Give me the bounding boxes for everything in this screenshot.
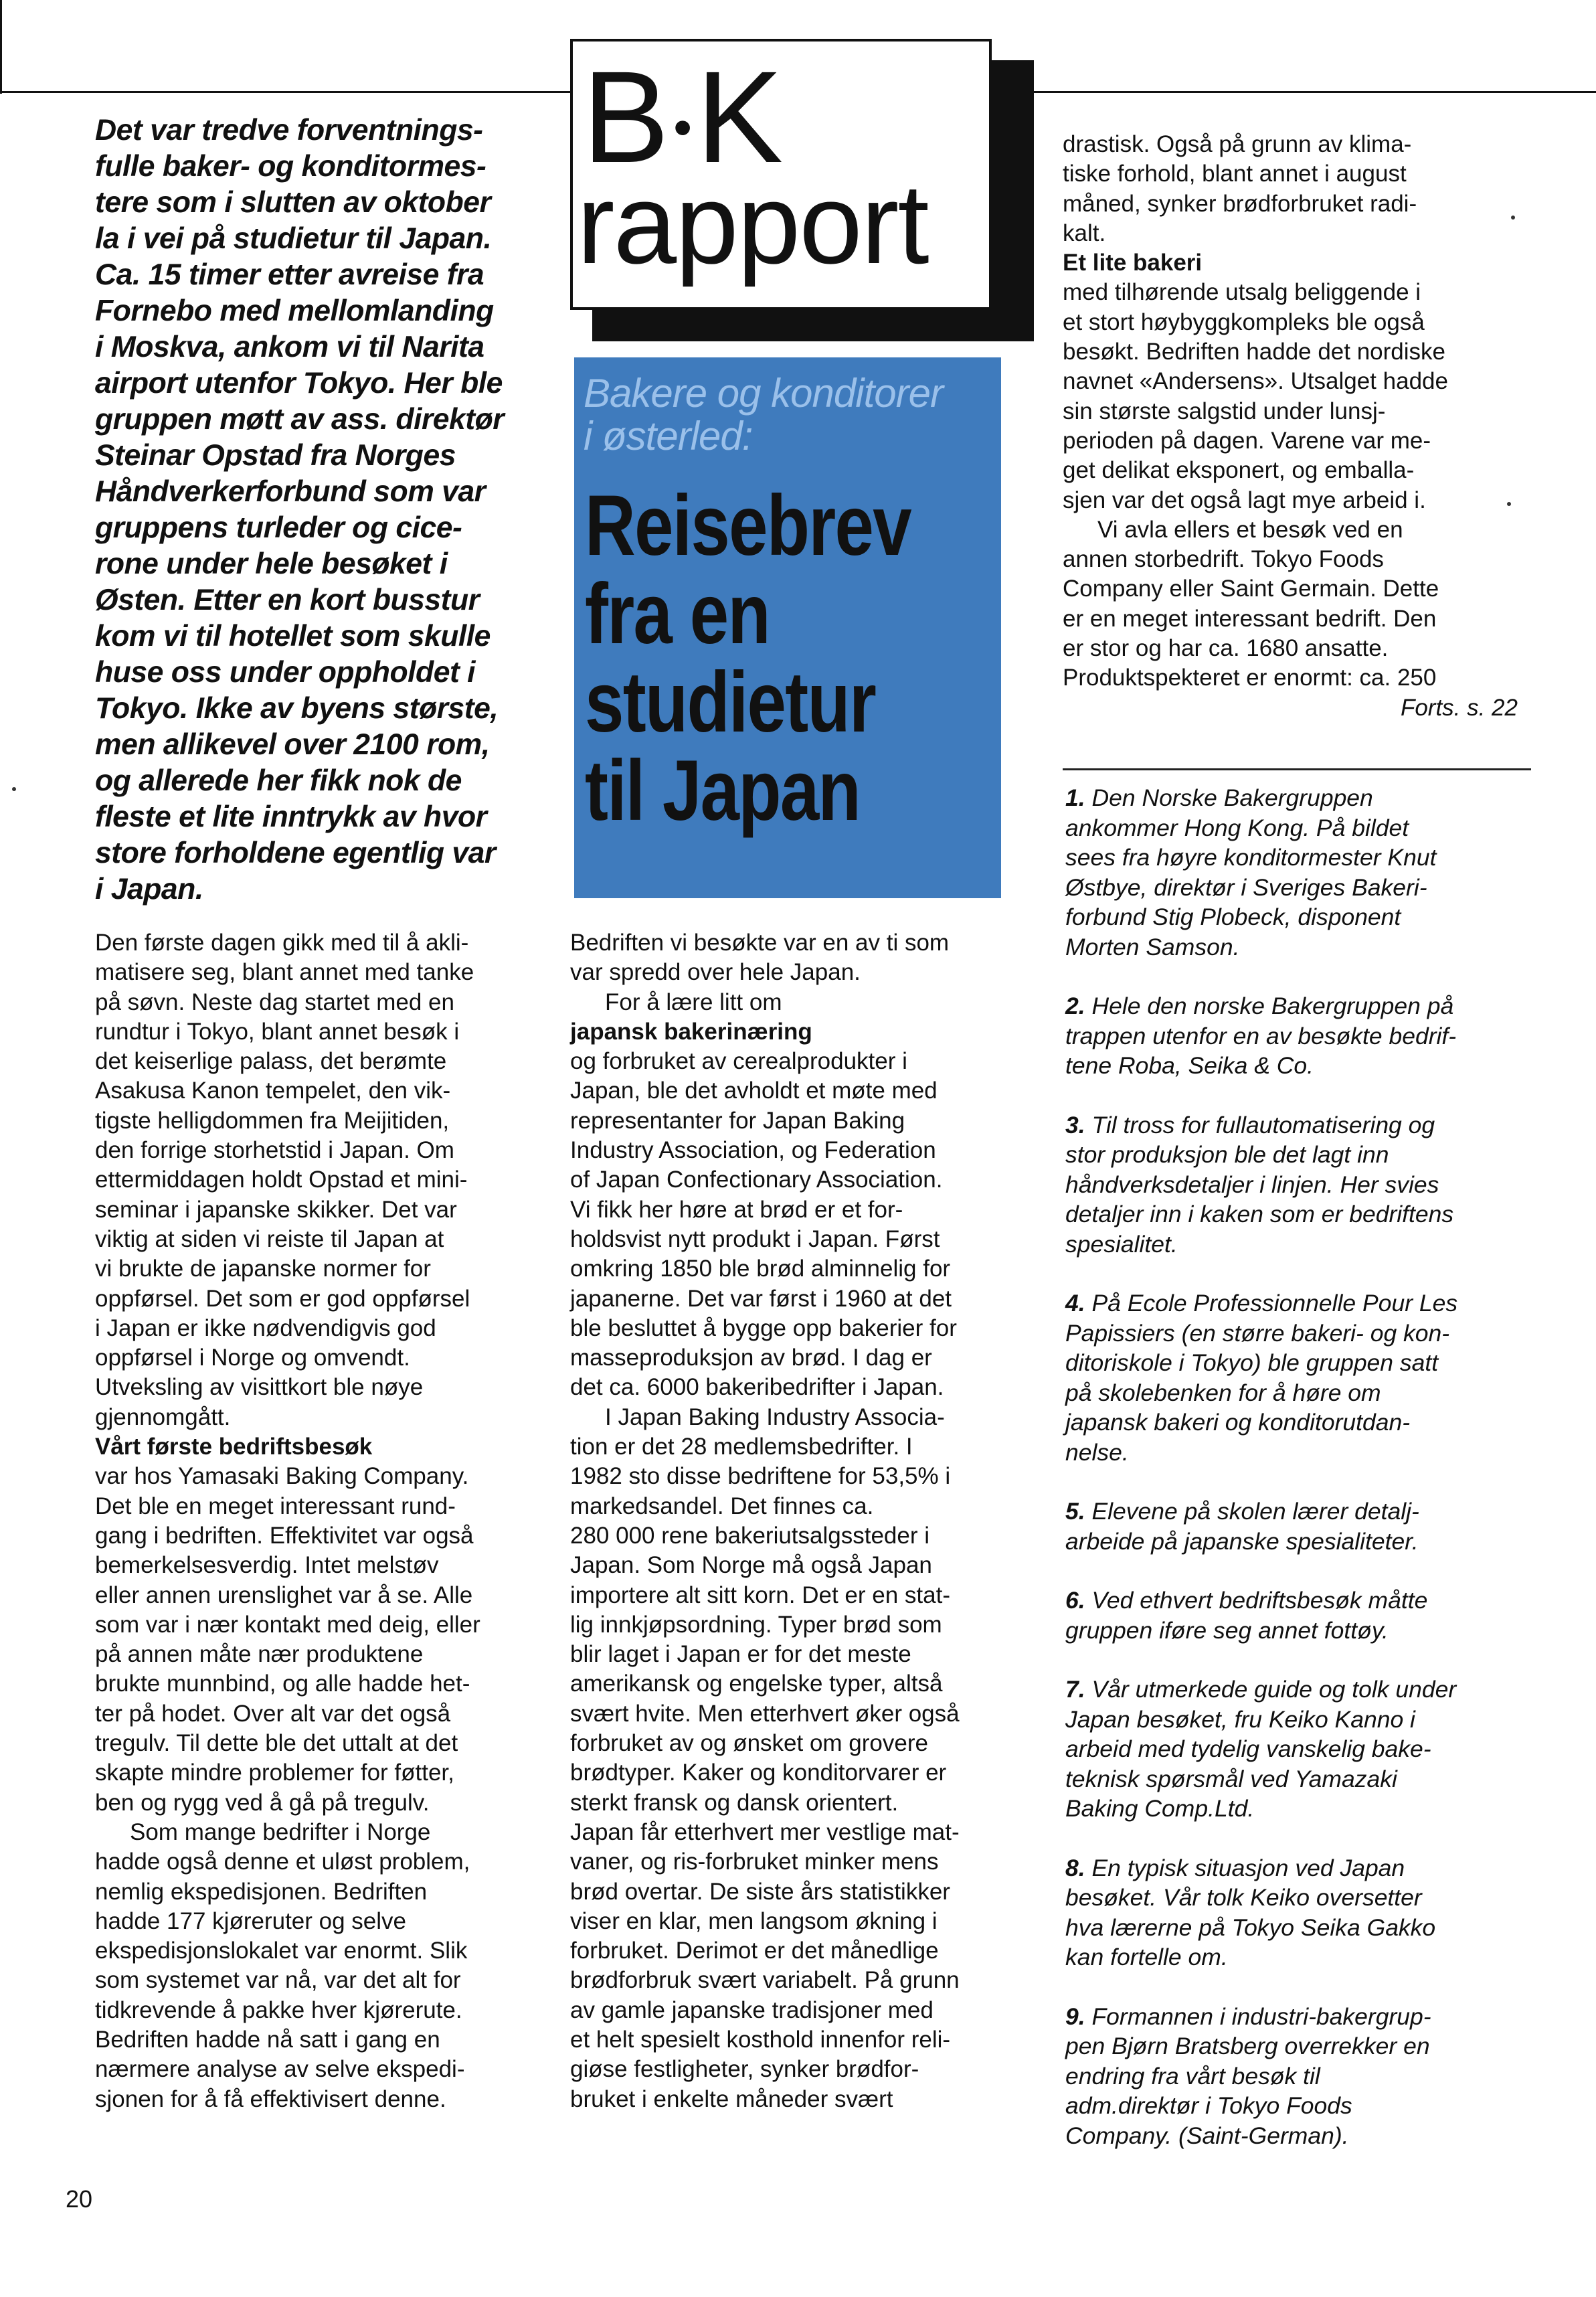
caption-text: Baking Comp.Ltd. (1065, 1795, 1255, 1822)
page-number: 20 (66, 2185, 93, 2213)
text-line: representanter for Japan Baking (570, 1107, 905, 1134)
text-line: et helt spesielt kosthold innenfor reli- (570, 2026, 951, 2053)
caption-line (1065, 1734, 1534, 1764)
caption-line (1065, 1883, 1534, 1913)
text-line: oppførsel i Norge og omvendt. (95, 1345, 410, 1371)
caption-rule (1063, 768, 1531, 770)
text-line: lig innkjøpsordning. Typer brød som (570, 1611, 942, 1638)
caption-line (1065, 1853, 1534, 1883)
caption-text: på skolebenken for å høre om (1065, 1379, 1381, 1406)
text-line: nemlig ekspedisjonen. Bedriften (95, 1878, 428, 1905)
caption-line (1065, 2002, 1534, 2032)
text-line: Den første dagen gikk med til å akli- (95, 930, 469, 956)
intro-line: fulle baker- og konditormes- (95, 150, 486, 183)
text-line: gjennomgått. (95, 1403, 231, 1430)
caption-line (1065, 2031, 1534, 2061)
text-line: kalt. (1063, 220, 1106, 246)
print-speck (12, 787, 16, 791)
text-line: 1982 sto disse bedriftene for 53,5% i (570, 1463, 951, 1490)
text-line: hadde 177 kjøreruter og selve (95, 1907, 406, 1934)
caption-text: ditoriskole i Tokyo) ble gruppen satt (1065, 1349, 1439, 1376)
intro-lede (95, 112, 563, 908)
intro-line: rone under hele besøket i (95, 547, 448, 580)
text-line: drastisk. Også på grunn av klima- (1063, 131, 1412, 157)
intro-line: og allerede her fikk nok de (95, 764, 462, 797)
text-line: navnet «Andersens». Utsalget hadde (1063, 368, 1448, 395)
caption-item (1065, 783, 1534, 962)
caption-text: Japan besøket, fru Keiko Kanno i (1065, 1705, 1415, 1733)
text-line: of Japan Confectionary Association. (570, 1167, 943, 1193)
caption-number: 1. (1065, 784, 1085, 811)
intro-line: men allikevel over 2100 rom, (95, 728, 490, 761)
caption-line (1065, 1110, 1534, 1140)
logo-top-text: B•K (582, 44, 788, 190)
text-line: masseproduksjon av brød. I dag er (570, 1345, 932, 1371)
caption-number: 4. (1065, 1290, 1085, 1316)
text-line: markedsandel. Det finnes ca. (570, 1493, 874, 1519)
text-line: er stor og har ca. 1680 ansatte. (1063, 635, 1389, 662)
intro-line: tere som i slutten av oktober (95, 186, 491, 219)
title-line: fra en (585, 566, 770, 662)
text-line: perioden på dagen. Varene var me- (1063, 427, 1431, 454)
title-kicker (584, 372, 943, 458)
caption-text: pen Bjørn Bratsberg overrekker en (1065, 2033, 1430, 2059)
text-line: tregulv. Til dette ble det uttalt at det (95, 1730, 458, 1757)
caption-line (1065, 1675, 1534, 1705)
text-line: som var i nær kontakt med deig, eller (95, 1611, 480, 1638)
column-1-body (95, 928, 563, 2114)
caption-line (1065, 843, 1534, 873)
caption-line (1065, 2121, 1534, 2151)
print-speck (1507, 502, 1511, 506)
text-line: viser en klar, men langsom økning i (570, 1907, 938, 1934)
caption-number: 7. (1065, 1676, 1085, 1703)
caption-line (1065, 1348, 1534, 1378)
caption-text: Østbye, direktør i Sveriges Bakeri- (1065, 873, 1427, 901)
caption-line (1065, 1199, 1534, 1229)
intro-line: gruppen møtt av ass. direktør (95, 403, 505, 436)
text-line: Japan, ble det avholdt et møte med (570, 1078, 938, 1104)
text-line: tigste helligdommen fra Meijitiden, (95, 1107, 450, 1134)
caption-text: nelse. (1065, 1438, 1129, 1466)
caption-number: 2. (1065, 993, 1085, 1019)
text-line: tion er det 28 medlemsbedrifter. I (570, 1434, 913, 1460)
text-line: den forrige storhetstid i Japan. Om (95, 1137, 454, 1164)
caption-text: Hele den norske Bakergruppen på (1091, 993, 1454, 1019)
text-line: ekspedisjonslokalet var enormt. Slik (95, 1938, 468, 1964)
text-line: Utveksling av visittkort ble nøye (95, 1374, 424, 1401)
caption-line (1065, 932, 1534, 962)
text-line: nærmere analyse av selve ekspedi- (95, 2056, 465, 2083)
text-line: vi brukte de japanske normer for (95, 1256, 431, 1282)
caption-text: På Ecole Professionnelle Pour Les (1091, 1290, 1458, 1316)
intro-line: Tokyo. Ikke av byens største, (95, 692, 499, 725)
caption-text: gruppen iføre seg annet fottøy. (1065, 1616, 1389, 1644)
caption-text: En typisk situasjon ved Japan (1091, 1854, 1405, 1881)
column-3-body (1063, 130, 1531, 723)
kicker-line: Bakere og konditorer (584, 371, 943, 416)
text-line: Vi avla ellers et besøk ved en (1097, 516, 1403, 543)
text-line: på søvn. Neste dag startet med en (95, 989, 454, 1015)
title-line: Reisebrev (585, 478, 911, 574)
text-line: og forbruket av cerealprodukter i (570, 1048, 907, 1075)
subheading: Et lite bakeri (1063, 250, 1203, 276)
text-line: Bedriften hadde nå satt i gang en (95, 2026, 440, 2053)
caption-text: arbeid med tydelig vanskelig bake- (1065, 1735, 1431, 1762)
caption-line (1065, 1527, 1534, 1557)
logo-bottom-text: rapport (577, 161, 928, 288)
text-line: var spredd over hele Japan. (570, 959, 861, 986)
intro-line: Håndverkerforbund som var (95, 475, 486, 508)
text-line: skapte mindre problemer for føtter, (95, 1760, 454, 1786)
text-line: Company eller Saint Germain. Dette (1063, 576, 1439, 602)
caption-line (1065, 1408, 1534, 1438)
text-line: sterkt fransk og dansk orientert. (570, 1789, 899, 1816)
text-line: amerikansk og engelske typer, altså (570, 1671, 943, 1697)
caption-number: 9. (1065, 2003, 1085, 2030)
text-line: et stort høybyggkompleks ble også (1063, 309, 1425, 335)
text-line: brød overtar. De siste års statistikker (570, 1878, 950, 1905)
column-2-body (570, 928, 1025, 2114)
text-line: 280 000 rene bakeriutsalgssteder i (570, 1522, 930, 1549)
caption-text: Vår utmerkede guide og tolk under (1091, 1676, 1457, 1703)
caption-line (1065, 783, 1534, 813)
caption-line (1065, 813, 1534, 843)
text-line: Japan får etterhvert mer vestlige mat- (570, 1818, 960, 1845)
text-line: med tilhørende utsalg beliggende i (1063, 279, 1421, 306)
caption-text: spesialitet. (1065, 1230, 1178, 1258)
intro-line: kom vi til hotellet som skulle (95, 620, 491, 653)
text-line: Vi fikk her høre at brød er et for- (570, 1196, 903, 1223)
caption-line (1065, 873, 1534, 903)
text-line: forbruket. Derimot er det månedlige (570, 1938, 939, 1964)
text-line: hadde også denne et uløst problem, (95, 1849, 470, 1875)
article-title (585, 478, 911, 839)
caption-line (1065, 1705, 1534, 1735)
caption-line (1065, 1229, 1534, 1260)
caption-text: japansk bakeri og konditorutdan- (1065, 1409, 1411, 1436)
caption-item (1065, 991, 1534, 1081)
caption-text: teknisk spørsmål ved Yamazaki (1065, 1765, 1397, 1792)
text-line: vaner, og ris-forbruket minker mens (570, 1849, 939, 1875)
caption-line (1065, 1051, 1534, 1081)
text-line: var hos Yamasaki Baking Company. (95, 1463, 469, 1490)
caption-line (1065, 902, 1534, 932)
text-line: holdsvist nytt produkt i Japan. Først (570, 1225, 940, 1252)
caption-item (1065, 1853, 1534, 1972)
text-line: ben og rygg ved å gå på tregulv. (95, 1789, 430, 1816)
intro-line: Østen. Etter en kort busstur (95, 584, 480, 616)
text-line: Bedriften vi besøkte var en av ti som (570, 930, 950, 956)
intro-line: Det var tredve forventnings- (95, 114, 483, 147)
text-line: på annen måte nær produktene (95, 1641, 424, 1668)
caption-number: 6. (1065, 1587, 1085, 1614)
caption-text: ankommer Hong Kong. På bildet (1065, 814, 1409, 841)
caption-text: forbund Stig Plobeck, disponent (1065, 904, 1401, 930)
text-line: gang i bedriften. Effektivitet var også (95, 1522, 474, 1549)
text-line: måned, synker brødforbruket radi- (1063, 190, 1417, 217)
caption-text: Ved ethvert bedriftsbesøk måtte (1091, 1587, 1428, 1614)
caption-item (1065, 1288, 1534, 1467)
caption-text: kan fortelle om. (1065, 1944, 1228, 1970)
caption-text: arbeide på japanske spesialiteter. (1065, 1527, 1419, 1555)
caption-item (1065, 1675, 1534, 1824)
text-line: Asakusa Kanon tempelet, den vik- (95, 1078, 451, 1104)
title-line: studietur (585, 655, 876, 750)
caption-text: Morten Samson. (1065, 933, 1240, 960)
text-line: sin største salgstid under lunsj- (1063, 398, 1386, 424)
text-line: For å lære litt om (605, 989, 782, 1015)
subheading: Vårt første bedriftsbesøk (95, 1434, 373, 1460)
text-line: forbruket av og ønsket om grovere (570, 1730, 928, 1757)
text-line: ettermiddagen holdt Opstad et mini- (95, 1167, 468, 1193)
caption-line (1065, 1170, 1534, 1200)
caption-text: trappen utenfor en av besøkte bedrif- (1065, 1022, 1457, 1049)
text-line: Forts. s. 22 (1400, 694, 1518, 721)
intro-line: la i vei på studietur til Japan. (95, 222, 492, 255)
print-speck (1511, 216, 1515, 220)
text-line: det keiserlige palass, det berømte (95, 1048, 447, 1075)
caption-number: 5. (1065, 1498, 1085, 1525)
text-line: brukte munnbind, og alle hadde het- (95, 1671, 470, 1697)
intro-line: gruppens turleder og cice- (95, 511, 462, 544)
caption-line (1065, 1913, 1534, 1943)
caption-line (1065, 1288, 1534, 1318)
caption-line (1065, 1616, 1534, 1646)
caption-item (1065, 1110, 1534, 1260)
intro-line: fleste et lite inntrykk av hvor (95, 800, 487, 833)
caption-number: 3. (1065, 1111, 1085, 1138)
caption-line (1065, 1378, 1534, 1408)
caption-item (1065, 2002, 1534, 2151)
text-line: giøse festligheter, synker brødfor- (570, 2056, 919, 2083)
caption-line (1065, 2091, 1534, 2121)
text-line: tidkrevende å pakke hver kjørerute. (95, 1996, 462, 2023)
caption-text: endring fra vårt besøk til (1065, 2062, 1320, 2090)
text-line: sjonen for å få effektivisert denne. (95, 2086, 446, 2112)
caption-text: stor produksjon ble det lagt inn (1065, 1141, 1389, 1168)
text-line: Industry Association, og Federation (570, 1137, 936, 1164)
text-line: besøkt. Bedriften hadde det nordiske (1063, 339, 1446, 365)
photo-captions (1065, 783, 1534, 2180)
corner-rule (0, 0, 2, 94)
caption-line (1065, 1942, 1534, 1972)
caption-text: håndverksdetaljer i linjen. Her svies (1065, 1171, 1439, 1198)
text-line: i Japan er ikke nødvendigvis god (95, 1314, 436, 1341)
text-line: omkring 1850 ble brød alminnelig for (570, 1256, 951, 1282)
caption-line (1065, 1586, 1534, 1616)
caption-line (1065, 1438, 1534, 1468)
intro-line: Ca. 15 timer etter avreise fra (95, 258, 484, 291)
caption-text: Den Norske Bakergruppen (1091, 784, 1373, 811)
caption-number: 8. (1065, 1854, 1085, 1881)
text-line: rundtur i Tokyo, blant annet besøk i (95, 1018, 460, 1045)
caption-text: tene Roba, Seika & Co. (1065, 1052, 1314, 1079)
text-line: Produktspekteret er enormt: ca. 250 (1063, 665, 1437, 691)
caption-item (1065, 1586, 1534, 1645)
text-line: seminar i japanske skikker. Det var (95, 1196, 457, 1223)
intro-line: store forholdene egentlig var (95, 837, 496, 869)
caption-text: detaljer inn i kaken som er bedriftens (1065, 1201, 1454, 1227)
text-line: bruket i enkelte måneder svært (570, 2086, 893, 2112)
intro-line: i Japan. (95, 873, 203, 906)
text-line: bemerkelsesverdig. Intet melstøv (95, 1552, 439, 1579)
text-line: brødtyper. Kaker og konditorvarer er (570, 1760, 947, 1786)
caption-text: Company. (Saint-German). (1065, 2122, 1349, 2149)
text-line: viktig at siden vi reiste til Japan at (95, 1225, 444, 1252)
text-line: ble besluttet å bygge opp bakerier for (570, 1314, 957, 1341)
caption-line (1065, 1021, 1534, 1051)
text-line: er en meget interessant bedrift. Den (1063, 605, 1437, 632)
caption-text: Formannen i industri-bakergrup- (1091, 2003, 1431, 2030)
caption-text: Papissiers (en større bakeri- og kon- (1065, 1319, 1450, 1347)
caption-text: sees fra høyre konditormester Knut (1065, 844, 1437, 871)
text-line: Japan. Som Norge må også Japan (570, 1552, 932, 1579)
caption-text: Elevene på skolen lærer detalj- (1091, 1498, 1419, 1525)
caption-text: Til tross for fullautomatisering og (1091, 1111, 1435, 1138)
text-line: av gamle japanske tradisjoner med (570, 1996, 934, 2023)
intro-line: Fornebo med mellomlanding (95, 294, 494, 327)
text-line: Det ble en meget interessant rund- (95, 1493, 456, 1519)
text-line: oppførsel. Det som er god oppførsel (95, 1285, 470, 1312)
caption-text: hva lærerne på Tokyo Seika Gakko (1065, 1913, 1436, 1941)
text-line: japanerne. Det var først i 1960 at det (570, 1285, 952, 1312)
intro-line: airport utenfor Tokyo. Her ble (95, 367, 503, 400)
caption-line (1065, 2061, 1534, 2092)
text-line: sjen var det også lagt mye arbeid i. (1063, 487, 1426, 513)
text-line: eller annen urenslighet var å se. Alle (95, 1582, 473, 1608)
intro-line: i Moskva, ankom vi til Narita (95, 331, 484, 363)
caption-item (1065, 1497, 1534, 1556)
text-line: annen storbedrift. Tokyo Foods (1063, 546, 1384, 573)
caption-line (1065, 1497, 1534, 1527)
subheading: japansk bakerinæring (570, 1018, 812, 1045)
text-line: get delikat eksponert, og emballa- (1063, 457, 1415, 484)
caption-line (1065, 1764, 1534, 1794)
text-line: importere alt sitt korn. Det er en stat- (570, 1582, 950, 1608)
caption-line (1065, 1318, 1534, 1349)
caption-line (1065, 1140, 1534, 1170)
text-line: brødforbruk svært variabelt. På grunn (570, 1967, 960, 1994)
intro-line: Steinar Opstad fra Norges (95, 439, 456, 472)
text-line: I Japan Baking Industry Associa- (605, 1403, 945, 1430)
intro-line: huse oss under oppholdet i (95, 656, 475, 689)
caption-line (1065, 1794, 1534, 1824)
text-line: ter på hodet. Over alt var det også (95, 1700, 451, 1727)
kicker-line: i østerled: (584, 414, 753, 458)
caption-line (1065, 991, 1534, 1021)
text-line: det ca. 6000 bakeribedrifter i Japan. (570, 1374, 944, 1401)
text-line: blir laget i Japan er for det meste (570, 1641, 911, 1668)
text-line: matisere seg, blant annet med tanke (95, 959, 474, 986)
text-line: som systemet var nå, var det alt for (95, 1967, 461, 1994)
text-line: svært hvite. Men etterhvert øker også (570, 1700, 960, 1727)
caption-text: adm.direktør i Tokyo Foods (1065, 2092, 1352, 2119)
caption-text: besøket. Vår tolk Keiko oversetter (1065, 1884, 1422, 1911)
text-line: Som mange bedrifter i Norge (130, 1818, 431, 1845)
title-line: til Japan (585, 743, 861, 839)
text-line: tiske forhold, blant annet i august (1063, 161, 1407, 187)
